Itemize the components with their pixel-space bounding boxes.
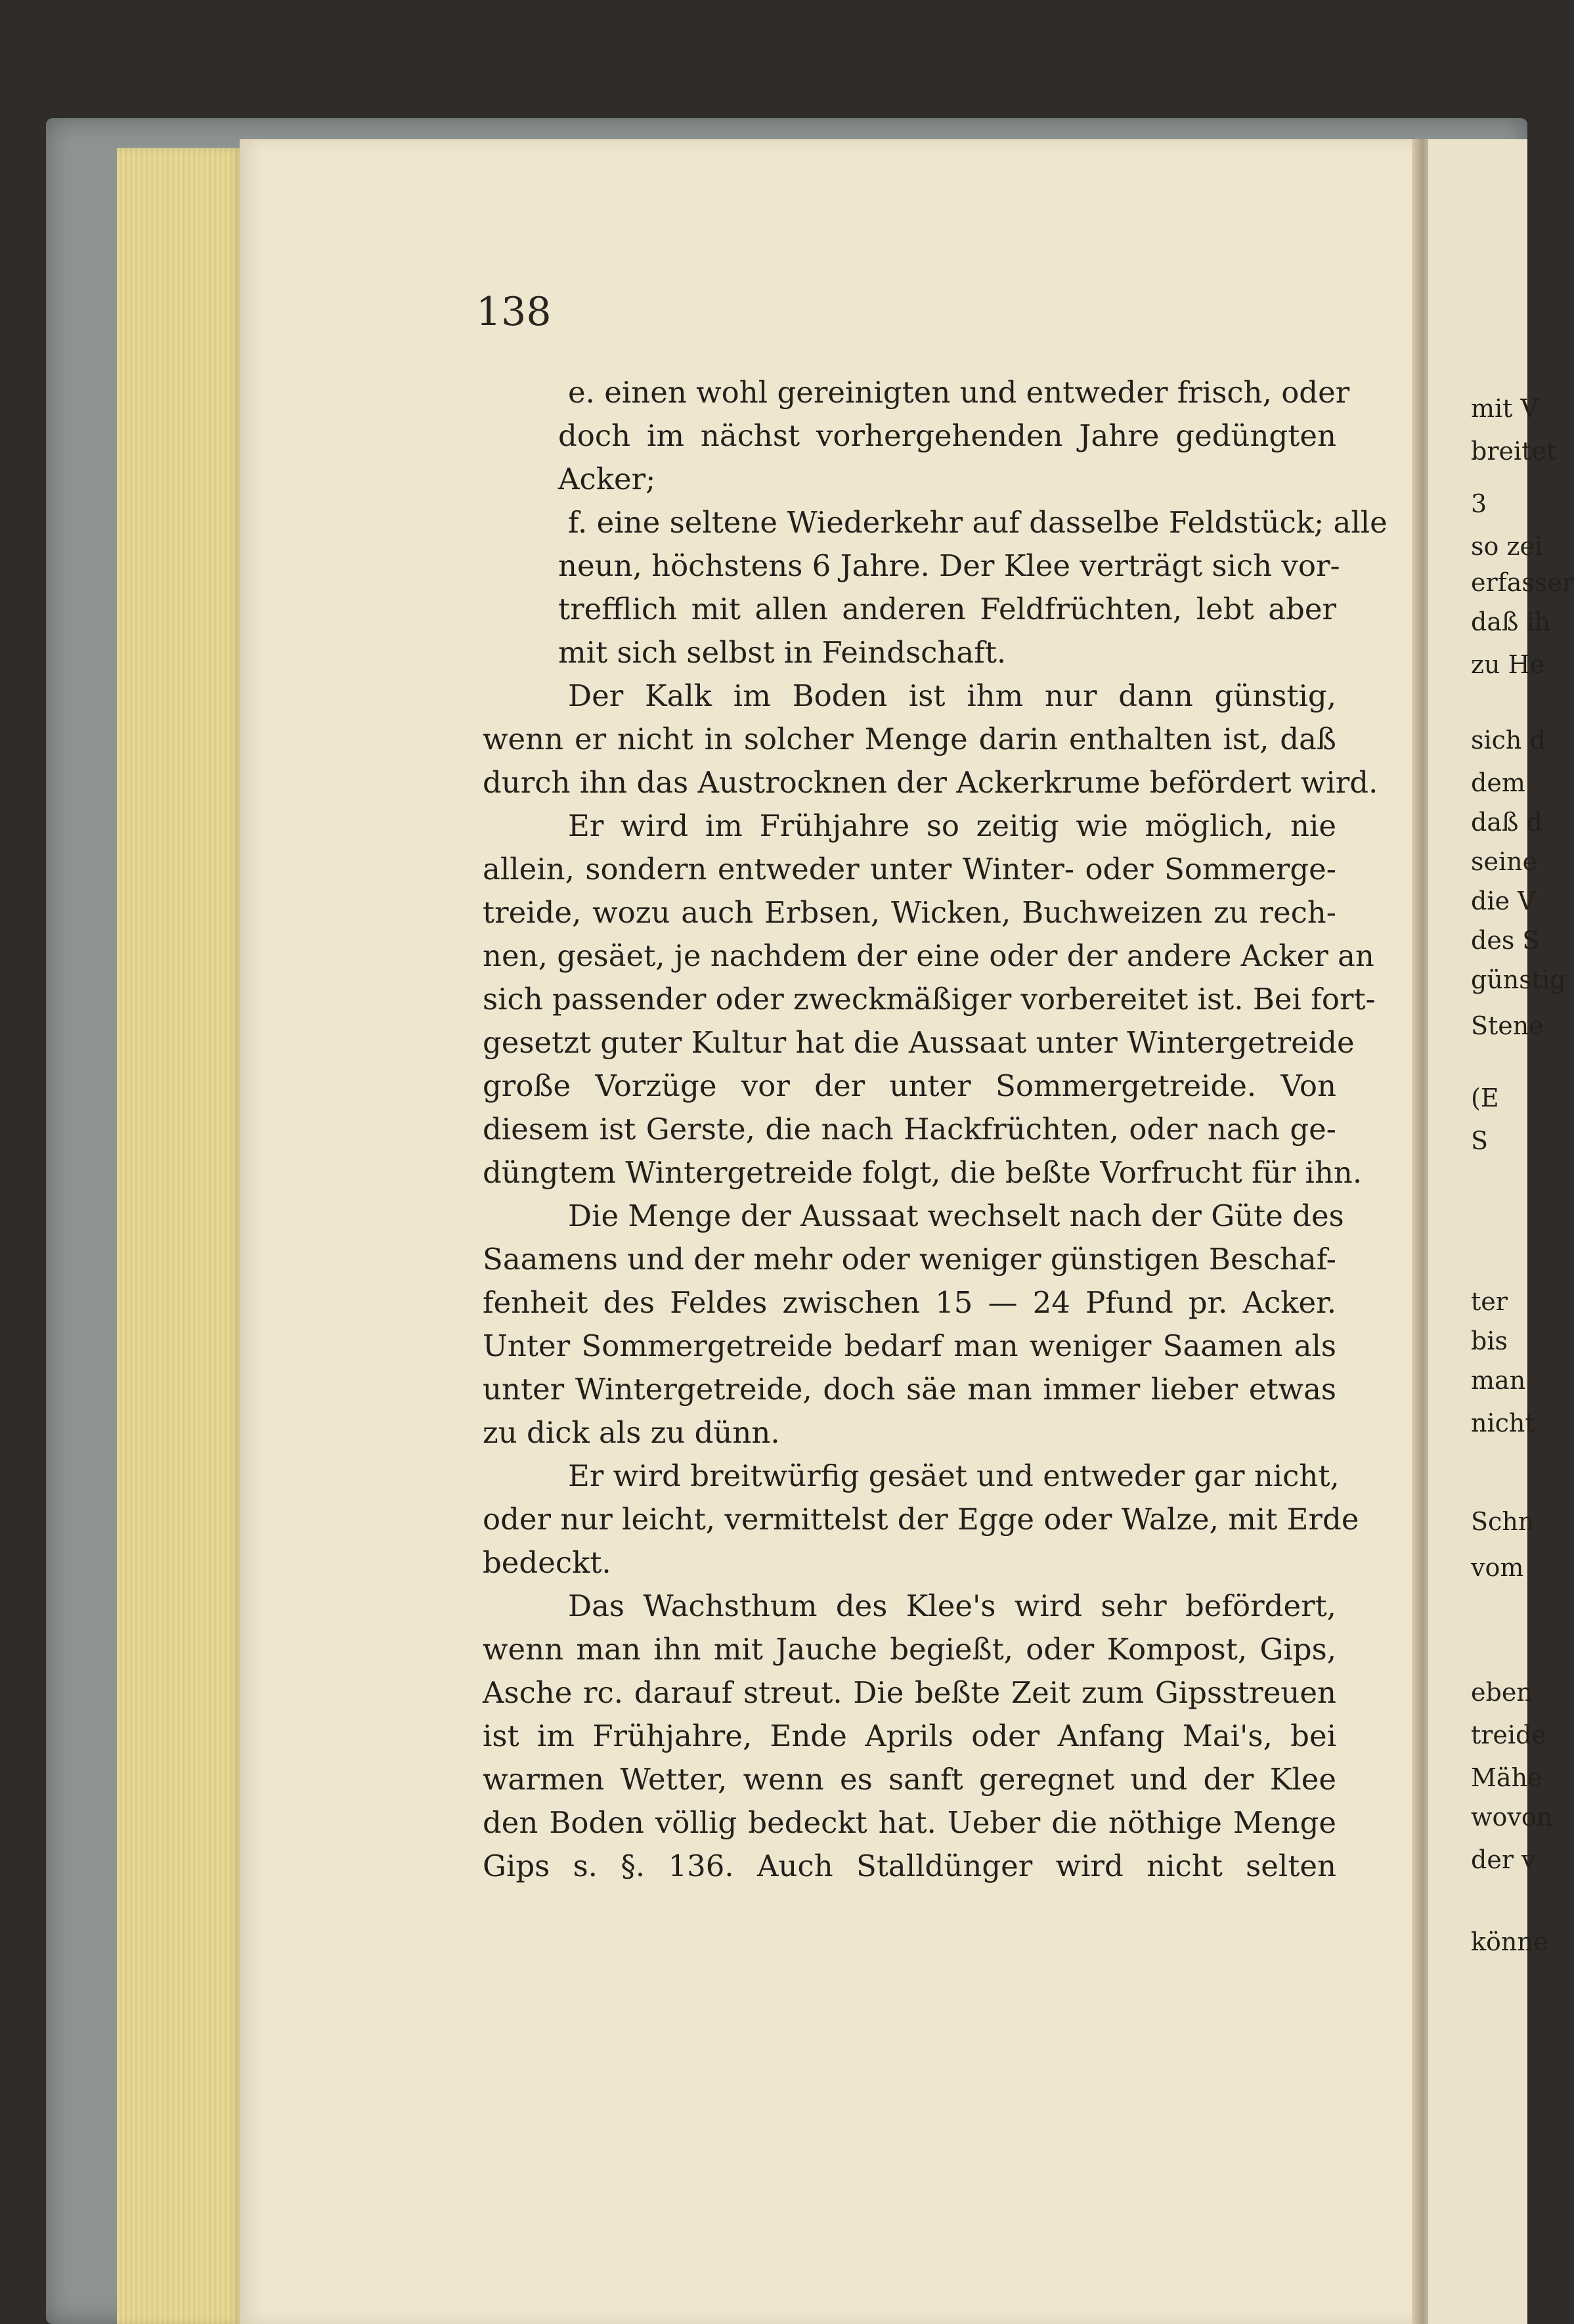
text-line: allein, sondern entweder unter Winter- oder Sommerge- bbox=[483, 852, 1336, 887]
right-page-fragment-line: dem bbox=[1471, 768, 1525, 797]
text-line: neun, höchstens 6 Jahre. Der Klee verträgt sich vor- bbox=[558, 548, 1340, 583]
page-edges bbox=[117, 148, 242, 2324]
text-line: den Boden völlig bedeckt hat. Ueber die nöthige Menge bbox=[483, 1805, 1336, 1840]
right-page-fragment-line: des S bbox=[1471, 926, 1540, 955]
text-line: treide, wozu auch Erbsen, Wicken, Buchweizen zu rech- bbox=[483, 895, 1336, 930]
text-line: oder nur leicht, vermittelst der Egge oder Walze, mit Erde bbox=[483, 1502, 1359, 1537]
right-page-fragment-line: wovon bbox=[1471, 1803, 1553, 1831]
text-line: fenheit des Feldes zwischen 15 — 24 Pfund pr. Acker. bbox=[483, 1285, 1336, 1320]
right-page-fragment-line: der v bbox=[1471, 1845, 1536, 1874]
text-line: Er wird im Frühjahre so zeitig wie möglich, nie bbox=[568, 808, 1336, 843]
text-line: düngtem Wintergetreide folgt, die beßte Vorfrucht für ihn. bbox=[483, 1155, 1363, 1190]
text-line: trefflich mit allen anderen Feldfrüchten, lebt aber bbox=[558, 592, 1336, 626]
text-line: durch ihn das Austrocknen der Ackerkrume befördert wird. bbox=[483, 765, 1378, 800]
text-line: sich passender oder zweckmäßiger vorbereitet ist. Bei fort- bbox=[483, 982, 1376, 1017]
text-line: f. eine seltene Wiederkehr auf dasselbe Feldstück; alle bbox=[568, 505, 1388, 540]
text-line: Der Kalk im Boden ist ihm nur dann günstig, bbox=[568, 678, 1336, 713]
right-page-fragment-line: mit V bbox=[1471, 394, 1539, 423]
right-page-fragment-line: Mähe bbox=[1471, 1763, 1542, 1792]
right-page-fragment-line: breitet bbox=[1471, 437, 1557, 466]
text-line: Gips s. §. 136. Auch Stalldünger wird nicht selten bbox=[483, 1849, 1336, 1883]
body-text bbox=[483, 371, 1388, 1888]
text-line: unter Wintergetreide, doch säe man immer lieber etwas bbox=[483, 1372, 1336, 1407]
right-page-fragment-line: seine bbox=[1471, 847, 1538, 876]
right-page-fragment-line: nicht bbox=[1471, 1409, 1535, 1437]
text-line: Asche rc. darauf streut. Die beßte Zeit zum Gipsstreuen bbox=[483, 1675, 1336, 1710]
right-page-fragment-line: S bbox=[1471, 1126, 1489, 1155]
text-line: Er wird breitwürfig gesäet und entweder gar nicht, bbox=[568, 1458, 1340, 1493]
right-page-fragment-line: eben bbox=[1471, 1678, 1533, 1707]
right-page-fragment-line: die V bbox=[1471, 887, 1536, 915]
page-number: 138 bbox=[476, 289, 552, 335]
right-page-fragment-line: daß ih bbox=[1471, 607, 1551, 636]
text-line: Unter Sommergetreide bedarf man weniger Saamen als bbox=[483, 1328, 1336, 1363]
right-page-fragment-line: (E bbox=[1471, 1084, 1499, 1112]
right-page-fragment-line: daß d bbox=[1471, 808, 1542, 837]
text-line: Acker; bbox=[558, 462, 656, 496]
right-page-fragment-line: bis bbox=[1471, 1326, 1508, 1355]
text-line: mit sich selbst in Feindschaft. bbox=[558, 635, 1007, 670]
right-page-fragment-line: 3 bbox=[1471, 489, 1487, 518]
text-line: bedeckt. bbox=[483, 1545, 611, 1580]
right-page-fragment-line: ter bbox=[1471, 1287, 1508, 1316]
text-line: e. einen wohl gereinigten und entweder frisch, oder bbox=[568, 375, 1350, 410]
right-page-fragment-line: zu He bbox=[1471, 650, 1545, 679]
right-page-fragment-line: Schn bbox=[1471, 1507, 1535, 1536]
text-line: ist im Frühjahre, Ende Aprils oder Anfang Mai's, bei bbox=[483, 1719, 1336, 1753]
text-line: große Vorzüge vor der unter Sommergetreide. Von bbox=[483, 1068, 1336, 1103]
right-page-fragment bbox=[1428, 139, 1527, 2324]
right-page-fragment-line: könne bbox=[1471, 1927, 1548, 1956]
text-line: zu dick als zu dünn. bbox=[483, 1415, 780, 1450]
right-page-fragment-line: so zei bbox=[1471, 532, 1543, 561]
right-page-fragment-line: Stene bbox=[1471, 1011, 1544, 1040]
text-line: warmen Wetter, wenn es sanft geregnet und der Klee bbox=[483, 1762, 1336, 1797]
text-line: diesem ist Gerste, die nach Hackfrüchten, oder nach ge- bbox=[483, 1112, 1336, 1147]
right-page-fragment-line: sich d bbox=[1471, 726, 1546, 755]
text-line: gesetzt guter Kultur hat die Aussaat unter Wintergetreide bbox=[483, 1025, 1355, 1060]
text-line: nen, gesäet, je nachdem der eine oder der andere Acker an bbox=[483, 938, 1374, 973]
text-line: wenn er nicht in solcher Menge darin enthalten ist, daß bbox=[483, 722, 1336, 756]
right-page-fragment-line: vom bbox=[1471, 1553, 1524, 1582]
right-page-fragment-line: treide bbox=[1471, 1721, 1546, 1749]
text-line: Saamens und der mehr oder weniger günstigen Beschaf- bbox=[483, 1242, 1336, 1277]
right-page-fragment-line: günstig bbox=[1471, 965, 1566, 994]
text-line: wenn man ihn mit Jauche begießt, oder Kompost, Gips, bbox=[483, 1632, 1336, 1667]
right-page-fragment-line: erfasser bbox=[1471, 568, 1574, 597]
text-line: Das Wachsthum des Klee's wird sehr befördert, bbox=[568, 1589, 1336, 1623]
text-line: doch im nächst vorhergehenden Jahre gedüngten bbox=[558, 418, 1336, 453]
text-line: Die Menge der Aussaat wechselt nach der Güte des bbox=[568, 1198, 1344, 1233]
right-page-fragment-line: man bbox=[1471, 1366, 1526, 1395]
